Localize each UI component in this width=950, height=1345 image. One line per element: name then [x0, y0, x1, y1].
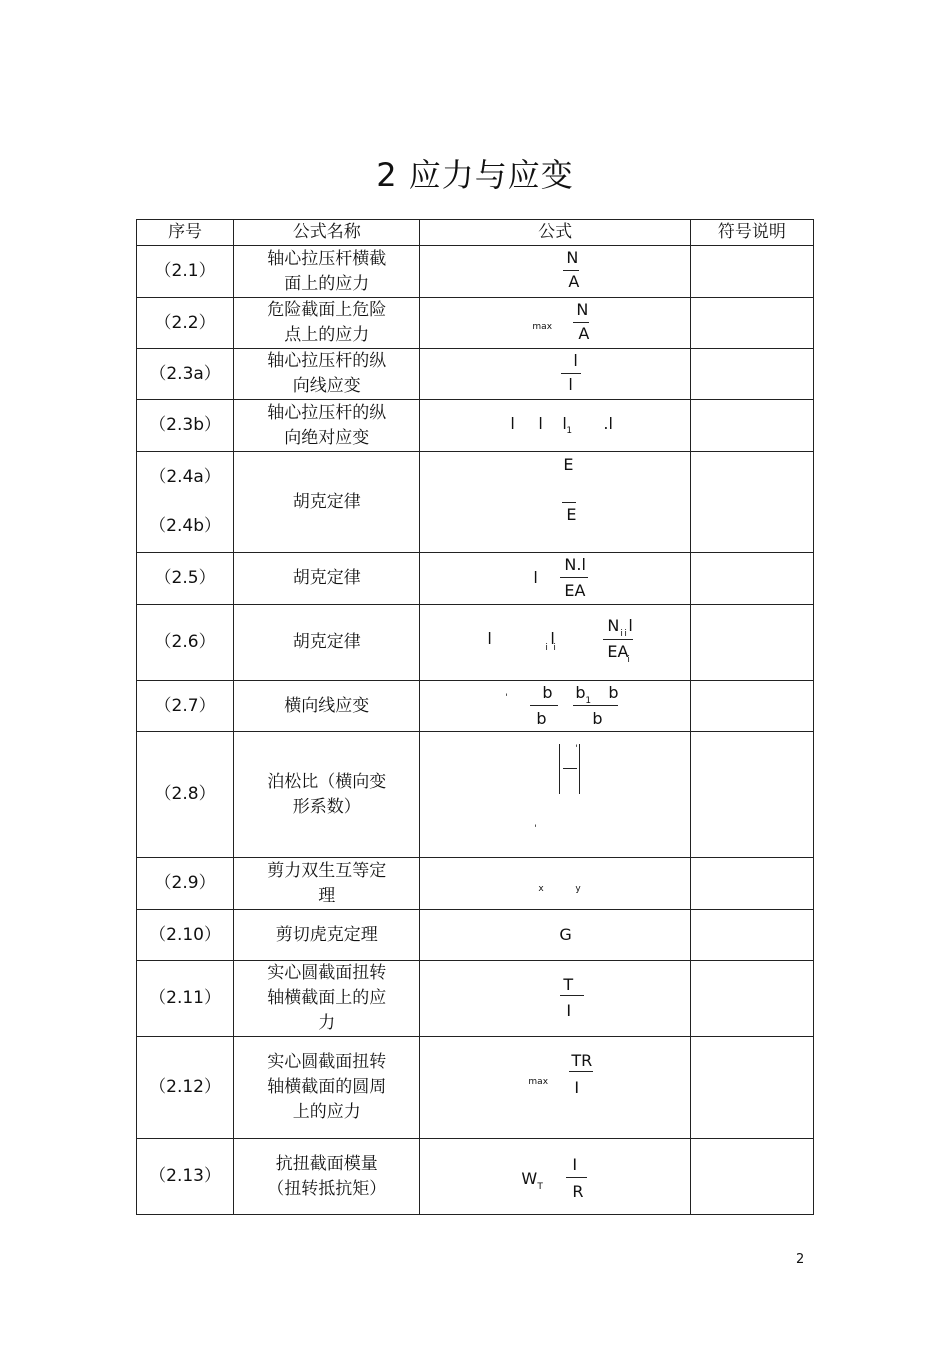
formula-fragment: l — [533, 568, 538, 587]
abs-bar-left — [559, 744, 560, 794]
symbol-cell — [690, 553, 813, 605]
formula-fragment: b — [575, 683, 586, 702]
row-name — [234, 732, 420, 858]
formula-fragment: i — [620, 629, 623, 639]
formula-fragment: b — [608, 683, 619, 702]
symbol-cell — [690, 681, 813, 732]
row-number: （2.10） — [137, 910, 234, 961]
header-formula: 公式 — [420, 220, 690, 246]
formula-fragment: max — [528, 1077, 549, 1087]
formula-cell — [420, 910, 690, 961]
symbol-cell — [690, 349, 813, 400]
row-number-a: （2.4a） — [149, 467, 221, 487]
row-name: 胡克定律 — [234, 452, 420, 553]
symbol-cell — [690, 400, 813, 452]
row-number: （2.11） — [137, 961, 234, 1037]
formula-fragment: 1 — [585, 696, 592, 706]
table-row — [137, 605, 814, 681]
formula-cell — [420, 1037, 690, 1139]
table-row — [137, 400, 814, 452]
row-name — [234, 1037, 420, 1139]
header-name: 公式名称 — [234, 220, 420, 246]
row-number-b: （2.4b） — [149, 516, 221, 536]
table-row — [137, 1139, 814, 1215]
symbol-cell — [690, 605, 813, 681]
symbol-cell — [690, 1037, 813, 1139]
formula-fragment: i — [624, 629, 627, 639]
symbol-cell — [690, 246, 813, 298]
formula-fragment: l — [573, 351, 578, 370]
formula-fragment: i — [553, 643, 556, 653]
row-number: （2.6） — [137, 605, 234, 681]
symbol-cell — [690, 452, 813, 553]
row-number: （2.5） — [137, 553, 234, 605]
formula-cell — [420, 553, 690, 605]
row-number: （2.9） — [137, 858, 234, 910]
formula-fragment: ' — [575, 744, 578, 754]
table-row — [137, 349, 814, 400]
row-name: 剪切虎克定理 — [234, 910, 420, 961]
formula-fragment: y — [575, 884, 581, 894]
formula-fragment: R — [572, 1182, 584, 1201]
formula-fragment: EA — [564, 581, 586, 600]
row-name — [234, 298, 420, 349]
fraction-bar — [560, 577, 588, 578]
formula-fragment: I — [572, 1155, 578, 1174]
symbol-cell — [690, 298, 813, 349]
formula-cell — [420, 605, 690, 681]
formula-cell — [420, 400, 690, 452]
formula-cell — [420, 858, 690, 910]
table-row — [137, 452, 814, 553]
fraction-bar — [530, 705, 558, 706]
formula-fragment: l — [568, 375, 573, 394]
fraction-bar — [562, 502, 576, 503]
table-row — [137, 961, 814, 1037]
header-symbols: 符号说明 — [690, 220, 813, 246]
formula-fragment: N.l — [564, 555, 586, 574]
formula-cell — [420, 298, 690, 349]
formula-fragment: l — [538, 414, 543, 433]
row-number: （2.7） — [137, 681, 234, 732]
formula-fragment: G — [559, 925, 572, 944]
table-row — [137, 910, 814, 961]
fraction-bar — [563, 768, 577, 769]
row-name: 胡克定律 — [234, 553, 420, 605]
formula-fragment: max — [532, 322, 553, 332]
symbol-cell — [690, 732, 813, 858]
fraction-bar — [603, 639, 633, 640]
symbol-cell — [690, 1139, 813, 1215]
formula-name: 实心圆截面扭转轴横截面上的应力 — [267, 963, 387, 1033]
formula-fragment: N — [576, 300, 589, 319]
formula-fragment: 1 — [566, 426, 573, 436]
formula-fragment: W — [521, 1169, 538, 1188]
formula-name: 实心圆截面扭转轴横截面的圆周上的应力 — [267, 1052, 387, 1122]
page-title: 2 应力与应变 — [376, 156, 574, 194]
formula-cell — [420, 349, 690, 400]
formula-fragment: i — [545, 643, 548, 653]
formula-fragment: E — [566, 505, 577, 524]
formula-fragment: T — [563, 975, 574, 994]
fraction-bar — [560, 995, 584, 996]
formula-fragment: l — [510, 414, 515, 433]
row-name: 胡克定律 — [234, 605, 420, 681]
formula-fragment: I — [574, 1078, 580, 1097]
formula-fragment: EA — [607, 642, 629, 661]
row-name — [234, 1139, 420, 1215]
formula-fragment: l — [487, 629, 492, 648]
formula-fragment: ' — [534, 824, 537, 834]
formula-fragment: I — [566, 1001, 572, 1020]
formula-fragment: l — [550, 629, 555, 648]
row-number: （2.12） — [137, 1037, 234, 1139]
row-number: （2.3b） — [137, 400, 234, 452]
table-row — [137, 246, 814, 298]
symbol-cell — [690, 910, 813, 961]
page-number: 2 — [796, 1252, 805, 1267]
formula-cell — [420, 961, 690, 1037]
fraction-bar — [561, 373, 581, 374]
formula-cell — [420, 681, 690, 732]
formula-name: 泊松比（横向变形系数） — [267, 771, 387, 817]
formula-name: 轴心拉压杆横截面上的应力 — [267, 248, 387, 294]
formula-fragment: l — [562, 414, 567, 433]
formula-name: 轴心拉压杆的纵向绝对应变 — [267, 402, 387, 448]
row-number: （2.3a） — [137, 349, 234, 400]
formula-fragment: N — [607, 616, 620, 635]
table-row — [137, 681, 814, 732]
row-name — [234, 246, 420, 298]
table-row — [137, 1037, 814, 1139]
formula-cell — [420, 732, 690, 858]
table-row — [137, 298, 814, 349]
formula-fragment: A — [578, 324, 590, 343]
formula-fragment: b — [592, 709, 603, 728]
fraction-bar — [566, 1177, 587, 1178]
row-name — [234, 349, 420, 400]
formula-fragment: l — [628, 616, 633, 635]
abs-bar-right — [579, 744, 580, 794]
table-row — [137, 553, 814, 605]
formula-fragment: N — [566, 248, 579, 267]
formula-fragment: E — [563, 455, 574, 474]
fraction-bar — [573, 705, 618, 706]
formula-fragment: i — [627, 655, 630, 665]
row-number: （2.1） — [137, 246, 234, 298]
row-number: （2.8） — [137, 732, 234, 858]
formula-cell — [420, 1139, 690, 1215]
formula-fragment: A — [568, 272, 580, 291]
formula-cell — [420, 246, 690, 298]
formula-fragment: ' — [505, 693, 508, 703]
formula-name: 轴心拉压杆的纵向线应变 — [267, 351, 387, 396]
formula-fragment: .l — [603, 414, 613, 433]
formula-fragment: b — [536, 709, 547, 728]
row-name: 横向线应变 — [234, 681, 420, 732]
row-name — [234, 961, 420, 1037]
formula-fragment: TR — [571, 1051, 593, 1070]
formula-name: 抗扭截面模量（扭转抵抗矩） — [267, 1153, 387, 1199]
table-row — [137, 858, 814, 910]
formula-cell — [420, 452, 690, 553]
formula-fragment: b — [542, 683, 553, 702]
row-number: （2.13） — [137, 1139, 234, 1215]
formula-name: 危险截面上危险点上的应力 — [267, 300, 387, 345]
fraction-bar — [563, 270, 579, 271]
formula-name: 剪力双生互等定理 — [267, 860, 387, 906]
formula-table — [136, 219, 814, 1215]
header-number: 序号 — [137, 220, 234, 246]
table-header-row — [137, 220, 814, 246]
fraction-bar — [569, 1071, 593, 1072]
table-row — [137, 732, 814, 858]
row-number: （2.2） — [137, 298, 234, 349]
row-number — [137, 452, 234, 553]
formula-fragment: x — [538, 884, 544, 894]
row-name — [234, 400, 420, 452]
symbol-cell — [690, 961, 813, 1037]
symbol-cell — [690, 858, 813, 910]
row-name — [234, 858, 420, 910]
formula-fragment: T — [537, 1182, 543, 1192]
fraction-bar — [573, 322, 589, 323]
